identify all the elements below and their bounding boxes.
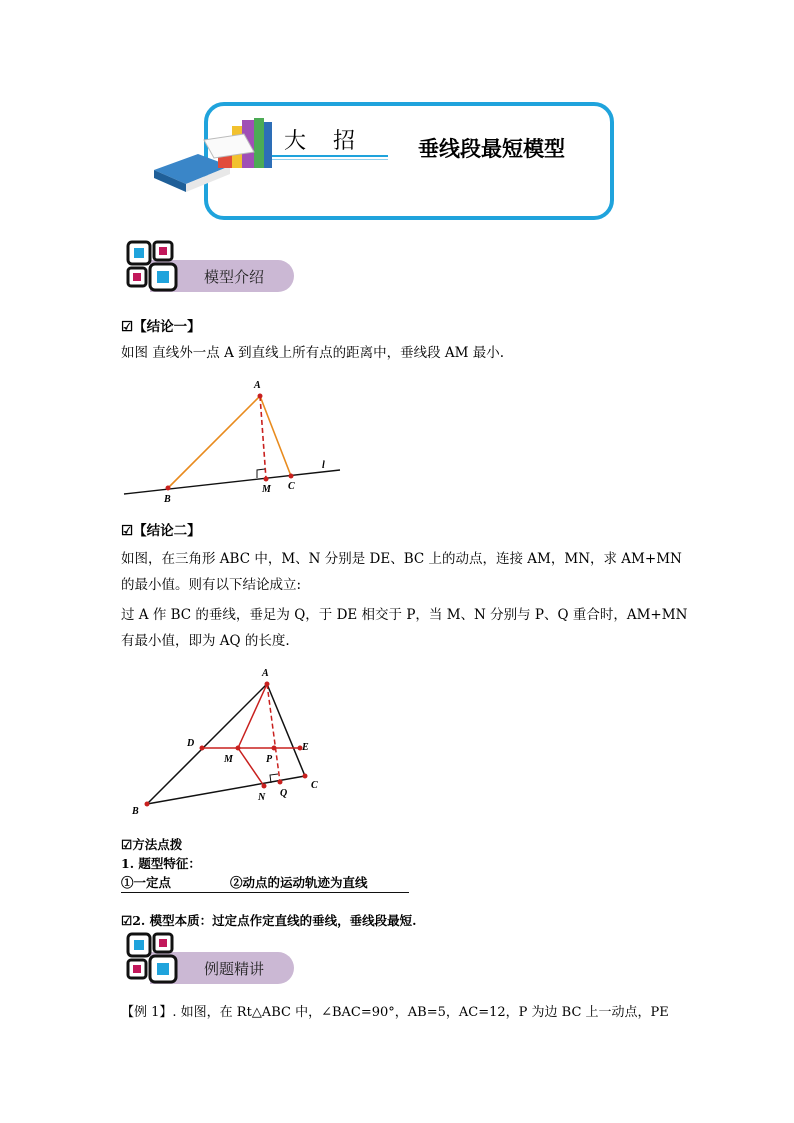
conclusion2-line-3: 过 A 作 BC 的垂线，垂足为 Q，于 DE 相交于 P，当 M、N 分别与 P、Q 重合时，AM+MN [121,607,688,623]
label-D: D [187,738,195,749]
label-E: E [302,742,309,753]
header-underline-secondary [268,159,388,160]
feature-item-1: ①一定点 [121,875,172,890]
conclusion1-text: 如图 直线外一点 A 到直线上所有点的距离中，垂线段 AM 最小. [121,345,505,361]
label-B: B [164,494,171,505]
point-M [264,477,269,482]
feature-title: 1. 题型特征： [121,856,201,871]
section-squares-icon [126,932,178,988]
conclusion2-line-1: 如图，在三角形 ABC 中，M、N 分别是 DE、BC 上的动点，连接 AM，MN，求 AM+MN [121,551,682,567]
books-icon [148,112,278,192]
point-A [258,394,263,399]
label-A: A [254,380,261,391]
segment-AC [267,684,305,776]
label-P: P [266,754,273,765]
page-title: 垂线段最短模型 [418,136,565,161]
label-N: N [258,792,266,803]
point-B [166,486,171,491]
segment-AB [168,396,260,488]
figure-1 [118,374,358,508]
label-A: A [262,668,269,679]
conclusion2-heading: ☑【结论二】 [121,523,201,539]
figure-2 [128,662,338,822]
segment-MN [238,748,264,786]
conclusion2-line-4: 有最小值，即为 AQ 的长度. [121,633,290,649]
model-essence: ☑2. 模型本质：过定点作定直线的垂线，垂线段最短. [121,913,417,928]
feature-item-2: ②动点的运动轨迹为直线 [230,875,368,890]
label-B: B [132,806,139,817]
label-M: M [262,484,271,495]
section-squares-icon [126,240,178,296]
section-intro-label: 模型介绍 [204,268,265,286]
feature-underline [121,892,409,893]
header-underline [268,155,388,157]
label-Q: Q [280,788,288,799]
conclusion2-line-2: 的最小值。则有以下结论成立: [121,577,302,593]
label-C: C [311,780,318,791]
segment-AM [238,684,267,748]
conclusion1-heading: ☑【结论一】 [121,319,201,335]
method-heading: ☑方法点拨 [121,837,183,852]
example1-text: 【例 1】. 如图，在 Rt△ABC 中，∠BAC=90°，AB=5，AC=12，P 为边 BC 上一动点，PE [121,1005,669,1020]
section-examples-label: 例题精讲 [204,960,265,978]
label-M: M [224,754,233,765]
line-l [124,470,340,494]
header-badge: 大 招 [284,129,365,154]
point-C [289,474,294,479]
label-l: l [322,460,325,471]
label-C: C [288,481,295,492]
